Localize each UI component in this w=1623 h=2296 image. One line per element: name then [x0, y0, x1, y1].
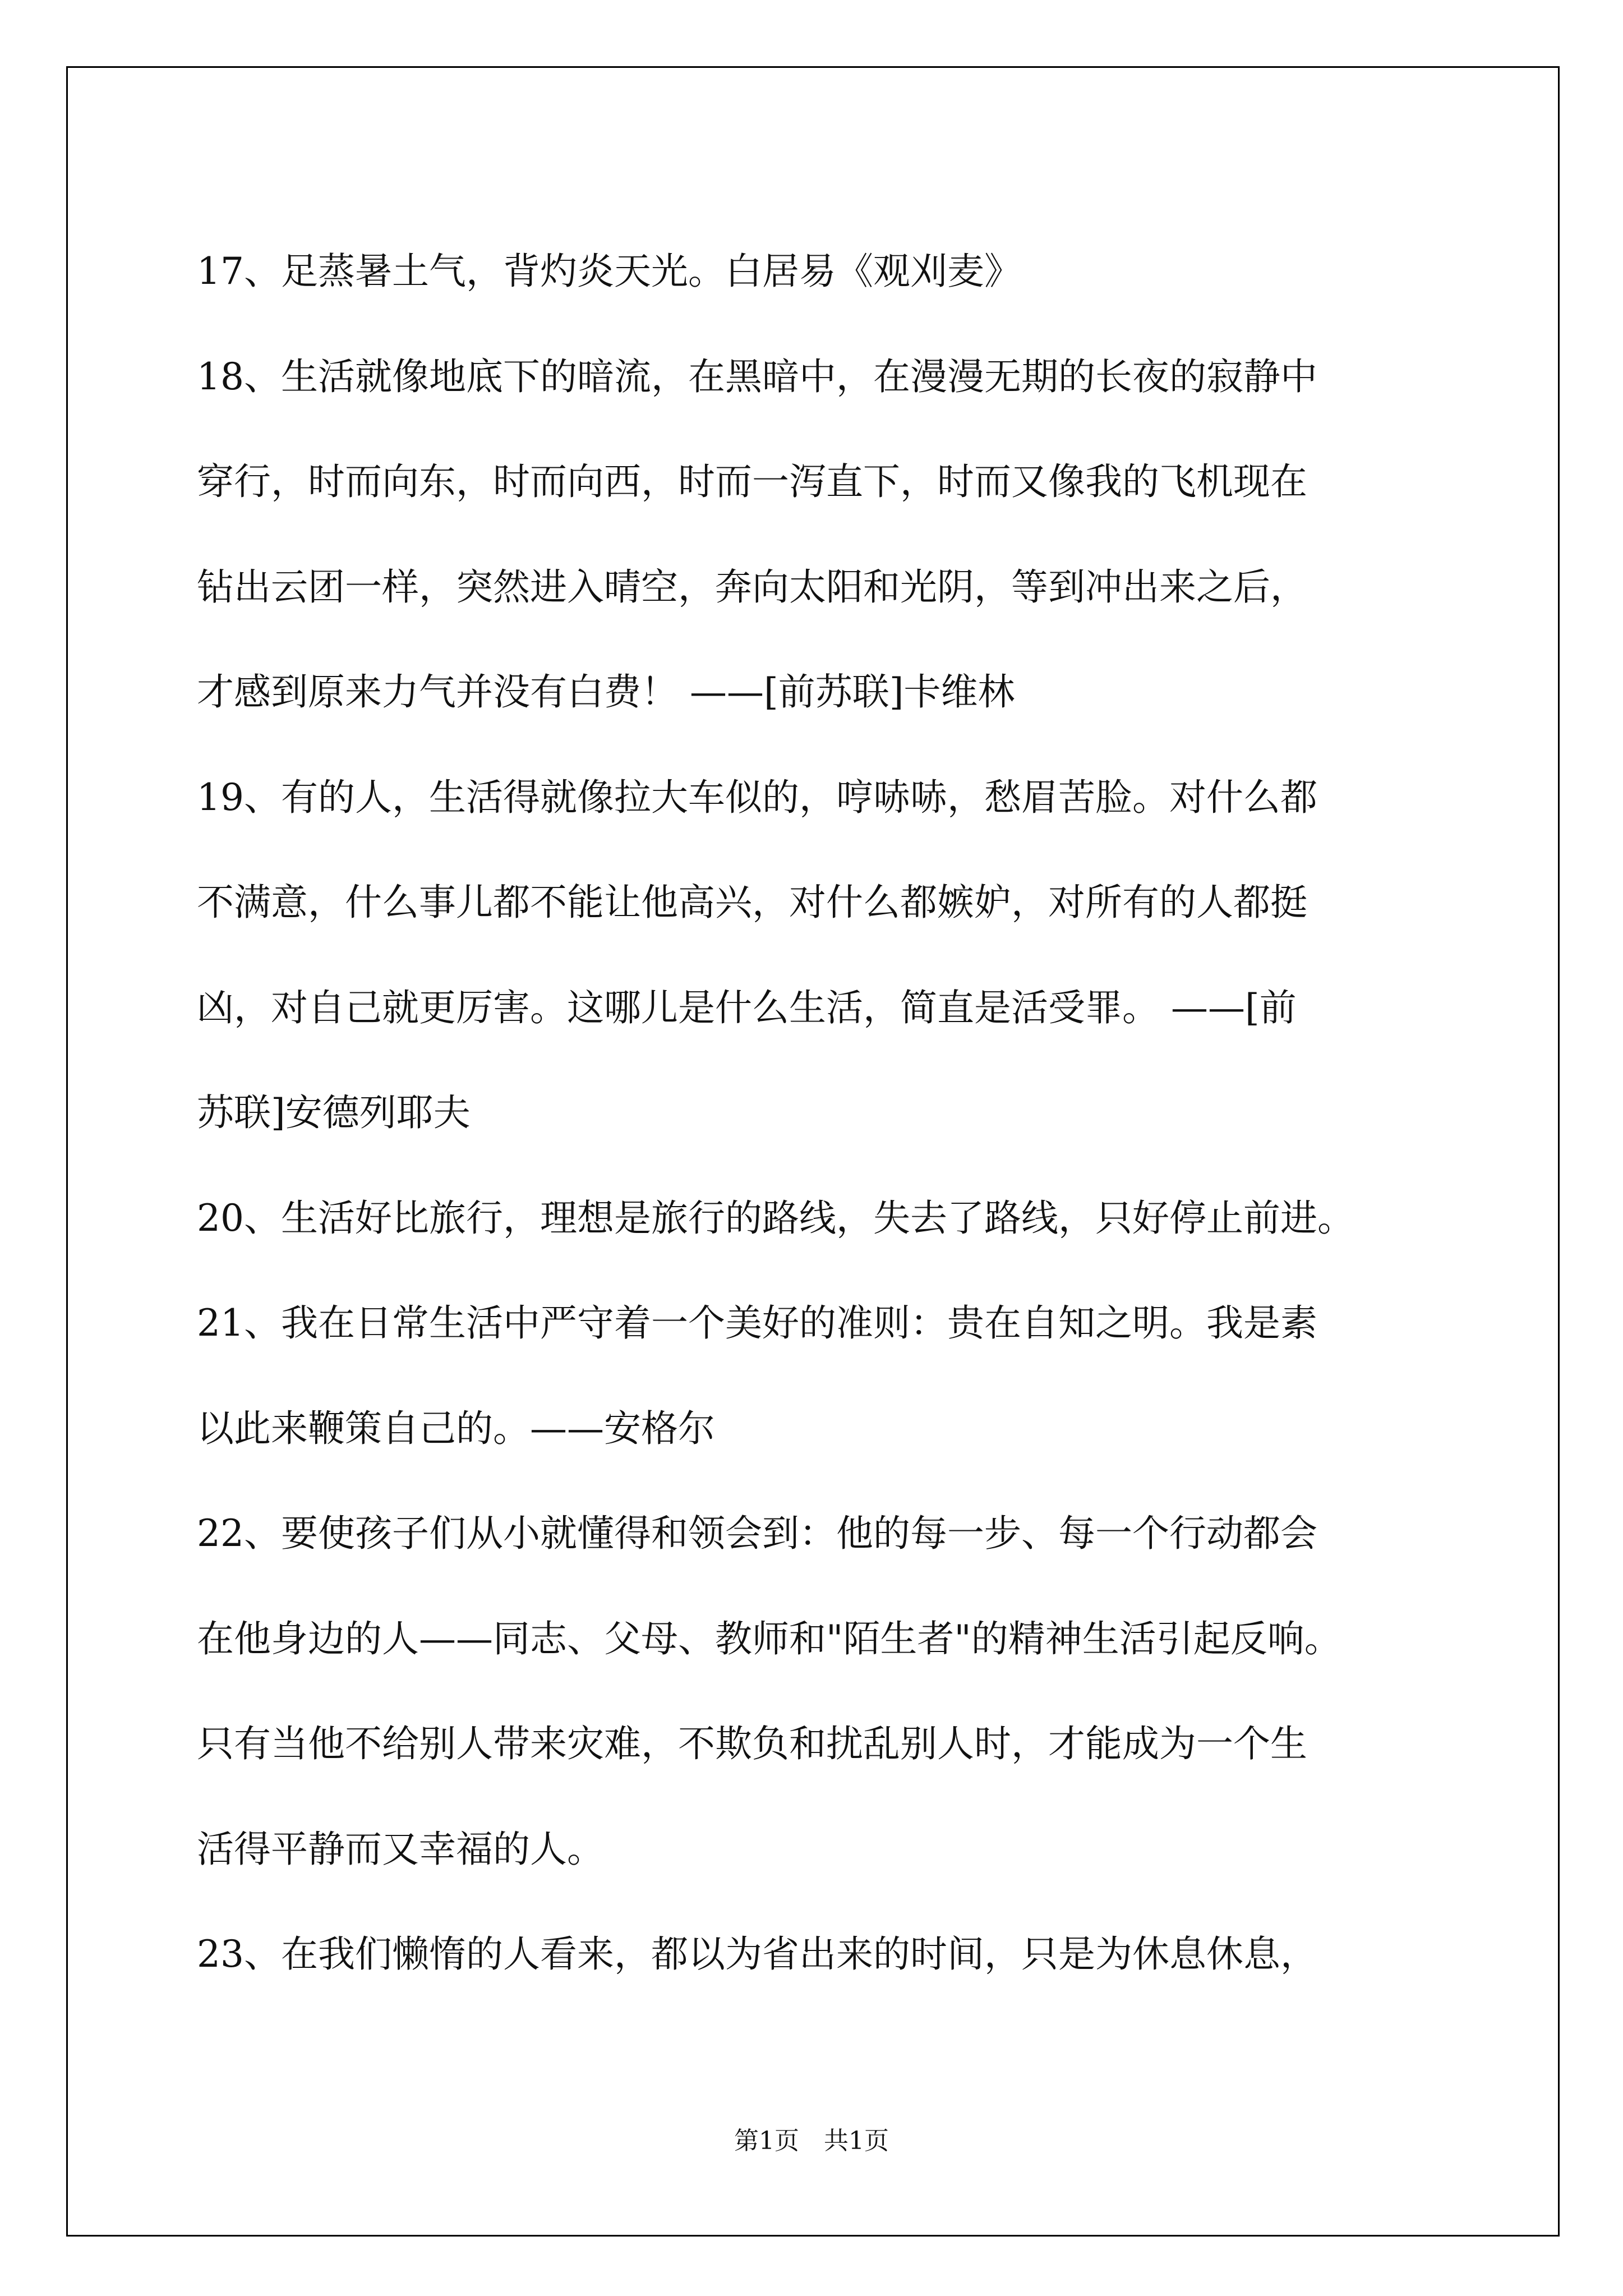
text-line: 23、在我们懒惰的人看来，都以为省出来的时间，只是为休息休息，: [197, 1932, 1317, 1976]
text-line: 活得平静而又幸福的人。: [197, 1827, 604, 1871]
page-footer: 第1页 共1页: [734, 2127, 889, 2155]
text-line: 20、生活好比旅行，理想是旅行的路线，失去了路线，只好停止前进。: [197, 1196, 1354, 1240]
text-line: 穿行，时而向东，时而向西，时而一泻直下，时而又像我的飞机现在: [197, 460, 1307, 503]
document-body: [197, 219, 1447, 2007]
text-line: 在他身边的人——同志、父母、教师和"陌生者"的精神生活引起反响。: [197, 1617, 1341, 1660]
text-line: 只有当他不给别人带来灾难，不欺负和扰乱别人时，才能成为一个生: [197, 1722, 1307, 1765]
text-line: 18、生活就像地底下的暗流，在黑暗中，在漫漫无期的长夜的寂静中: [197, 355, 1317, 398]
text-line: 钻出云团一样，突然进入晴空，奔向太阳和光阴，等到冲出来之后，: [197, 565, 1307, 609]
text-line: 才感到原来力气并没有白费！ ——[前苏联]卡维林: [197, 670, 1015, 714]
text-line: 以此来鞭策自己的。——安格尔: [197, 1406, 715, 1450]
text-line: 21、我在日常生活中严守着一个美好的准则：贵在自知之明。我是素: [197, 1301, 1317, 1345]
text-line: 17、足蒸暑土气，背灼炎天光。白居易《观刈麦》: [197, 250, 1021, 293]
text-line: 22、要使孩子们从小就懂得和领会到：他的每一步、每一个行动都会: [197, 1512, 1317, 1555]
text-line: 凶，对自己就更厉害。这哪儿是什么生活，简直是活受罪。 ——[前: [197, 986, 1297, 1029]
text-line: 苏联]安德列耶夫: [197, 1091, 471, 1134]
text-line: 19、有的人，生活得就像拉大车似的，哼哧哧，愁眉苦脸。对什么都: [197, 775, 1317, 819]
text-line: 不满意，什么事儿都不能让他高兴，对什么都嫉妒，对所有的人都挺: [197, 881, 1307, 924]
